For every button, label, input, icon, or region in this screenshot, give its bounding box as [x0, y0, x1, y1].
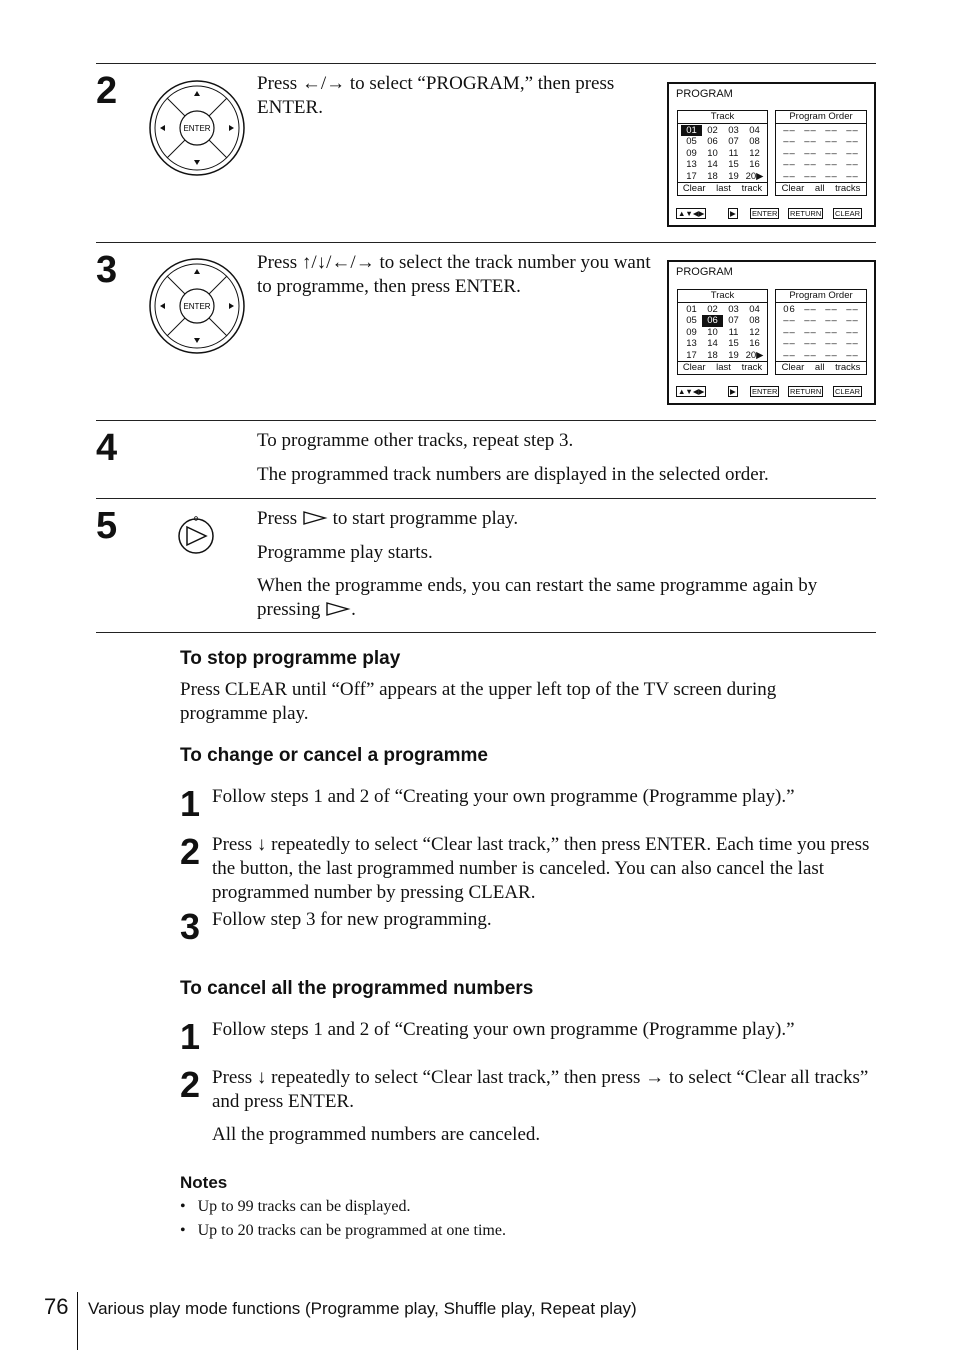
step-5-press: Press	[257, 508, 298, 529]
clear-last-track-option[interactable]: Clear last track	[678, 361, 767, 374]
grid-cell: ––	[783, 159, 796, 171]
grid-cell: ––	[825, 125, 838, 136]
change-step-2: Press ↓ repeatedly to select “Clear last track,” then press ENTER. Each time you press the button, the last programmed number is canceled. You can also cancel the last programmed number by pressing CLEAR.	[212, 834, 870, 903]
play-symbol-icon	[302, 510, 328, 526]
grid-cell[interactable]: 12	[749, 147, 760, 159]
grid-cell[interactable]: 11	[728, 326, 739, 338]
grid-cell: ––	[846, 349, 859, 361]
step-4-line-2: The programmed track numbers are displayed in the selected order.	[257, 464, 769, 485]
step-3-instruction: Press ↑/↓/←/→ to select the track number you want to programme, then press ENTER.	[257, 252, 651, 297]
rule-end-steps	[96, 632, 876, 633]
substep-number: 1	[180, 783, 201, 824]
substep-number: 3	[180, 906, 201, 947]
grid-cell: ––	[804, 159, 817, 171]
footer-divider	[77, 1292, 78, 1350]
arrow-keys-icon: ▲▼◀▶	[678, 387, 705, 396]
page-number: 76	[44, 1294, 69, 1319]
grid-cell: ––	[846, 170, 859, 182]
grid-cell: ––	[783, 147, 796, 159]
order-grid	[779, 125, 863, 182]
arrow-keys-icon: ▲▼◀▶	[678, 209, 705, 218]
footer-section-title: Various play mode functions (Programme play, Shuffle play, Repeat play)	[88, 1299, 637, 1318]
grid-cell[interactable]: 10	[707, 147, 718, 159]
grid-cell: ––	[804, 170, 817, 182]
cancel-step-2: Press ↓ repeatedly to select “Clear last track,” then press → to select “Clear all tracks” and press ENTER.	[212, 1067, 869, 1112]
grid-cell[interactable]: 18	[707, 170, 718, 182]
grid-cell[interactable]: 13	[686, 159, 697, 171]
grid-cell: ––	[804, 136, 817, 148]
step-number: 2	[96, 70, 118, 112]
grid-cell: ––	[804, 125, 817, 136]
grid-cell: ––	[783, 136, 796, 148]
change-heading: To change or cancel a programme	[180, 745, 488, 766]
step-5-restart: When the programme ends, you can restart the same programme again by pressing	[257, 575, 818, 620]
grid-cell: ––	[804, 349, 817, 361]
change-step-1: Follow steps 1 and 2 of “Creating your own programme (Programme play).”	[212, 786, 795, 807]
clear-key[interactable]: CLEAR	[835, 387, 861, 396]
play-key-icon: ▶	[730, 387, 736, 396]
grid-cell: ––	[846, 136, 859, 148]
grid-cell[interactable]: 14	[707, 338, 718, 350]
grid-cell: ––	[846, 326, 859, 338]
order-panel	[775, 110, 867, 196]
grid-cell: ––	[846, 338, 859, 350]
osd-button-row	[676, 208, 868, 219]
grid-cell[interactable]: 13	[686, 338, 697, 350]
substep-number: 1	[180, 1016, 201, 1057]
step-5-line-3: When the programme ends, you can restart the same programme again by pressing .	[257, 575, 818, 620]
grid-cell: ––	[825, 304, 838, 315]
grid-cell: ––	[804, 338, 817, 350]
substep-number: 2	[180, 1064, 201, 1105]
track-grid[interactable]	[681, 304, 765, 361]
enter-key[interactable]: ENTER	[752, 209, 778, 218]
track-panel	[677, 110, 768, 196]
enter-label: ENTER	[183, 124, 211, 133]
enter-key[interactable]: ENTER	[752, 387, 778, 396]
grid-cell[interactable]: 03	[728, 304, 739, 315]
grid-cell[interactable]: 01	[681, 125, 702, 136]
order-grid	[779, 304, 863, 361]
grid-cell: ––	[825, 170, 838, 182]
return-key[interactable]: RETURN	[790, 209, 822, 218]
grid-cell[interactable]: 01	[686, 304, 697, 315]
order-header: Program Order	[776, 111, 866, 124]
order-panel	[775, 289, 867, 375]
grid-cell: ––	[825, 338, 838, 350]
grid-cell[interactable]: 10	[707, 326, 718, 338]
clear-key[interactable]: CLEAR	[835, 209, 861, 218]
remote-dpad-icon	[148, 257, 246, 355]
top-rule	[96, 63, 876, 64]
grid-cell[interactable]: 07	[728, 315, 739, 327]
grid-cell[interactable]: 04	[749, 304, 760, 315]
grid-cell: ––	[846, 125, 859, 136]
grid-cell[interactable]: 15	[728, 159, 739, 171]
note-text: Up to 20 tracks can be programmed at one time.	[197, 1222, 506, 1239]
grid-cell[interactable]: 05	[686, 136, 697, 148]
play-symbol-icon	[325, 601, 351, 617]
grid-cell: ––	[804, 326, 817, 338]
osd-title: PROGRAM	[676, 266, 733, 278]
grid-cell[interactable]: 03	[728, 125, 739, 136]
rule-step4	[96, 420, 876, 421]
play-button-icon	[175, 516, 217, 554]
grid-cell: ––	[783, 326, 796, 338]
grid-cell: ––	[783, 315, 796, 327]
grid-cell: ––	[825, 326, 838, 338]
osd-program-screen-2	[667, 260, 876, 405]
osd-program-screen-1	[667, 82, 876, 227]
track-header: Track	[678, 290, 767, 303]
step-2-instruction: Press ←/→ to select “PROGRAM,” then press ENTER.	[257, 73, 615, 118]
grid-cell[interactable]: 16	[749, 338, 760, 350]
return-key[interactable]: RETURN	[790, 387, 822, 396]
stop-body: Press CLEAR until “Off” appears at the upper left top of the TV screen during programme play.	[180, 679, 777, 724]
grid-cell[interactable]: 16	[749, 159, 760, 171]
grid-cell: ––	[846, 315, 859, 327]
grid-cell[interactable]: 17	[686, 170, 697, 182]
grid-cell[interactable]: 19	[728, 170, 739, 182]
step-5-start: to start programme play.	[332, 508, 519, 529]
step-number: 5	[96, 505, 118, 547]
grid-cell[interactable]: 05	[686, 315, 697, 327]
grid-cell: ––	[825, 349, 838, 361]
cancel-all-heading: To cancel all the programmed numbers	[180, 978, 534, 999]
grid-cell: ––	[783, 338, 796, 350]
track-panel	[677, 289, 768, 375]
grid-cell[interactable]: 17	[686, 349, 697, 361]
grid-cell[interactable]: 08	[749, 315, 760, 327]
grid-cell[interactable]: 20▶	[745, 170, 764, 182]
grid-cell[interactable]: 02	[707, 304, 718, 315]
clear-all-tracks-option[interactable]: Clear all tracks	[776, 361, 866, 374]
step-5-line-2: Programme play starts.	[257, 542, 433, 563]
step-5-line-1	[257, 507, 857, 531]
grid-cell: ––	[804, 147, 817, 159]
osd-button-row	[676, 386, 868, 397]
grid-cell[interactable]: 12	[749, 326, 760, 338]
grid-cell[interactable]: 06	[702, 315, 723, 326]
grid-cell[interactable]: 11	[728, 147, 739, 159]
grid-cell: ––	[804, 315, 817, 327]
track-grid[interactable]	[681, 125, 765, 182]
clear-all-tracks-option[interactable]: Clear all tracks	[776, 182, 866, 195]
grid-cell[interactable]: 14	[707, 159, 718, 171]
note-item: • Up to 99 tracks can be displayed.	[180, 1198, 411, 1215]
grid-cell[interactable]: 04	[749, 125, 760, 136]
play-key-icon: ▶	[730, 209, 736, 218]
grid-cell[interactable]: 19	[728, 349, 739, 361]
grid-cell[interactable]: 09	[686, 147, 697, 159]
grid-cell[interactable]: 06	[707, 136, 718, 148]
grid-cell[interactable]: 02	[707, 125, 718, 136]
step-number: 3	[96, 249, 118, 291]
rule-step5	[96, 498, 876, 499]
grid-cell[interactable]: 07	[728, 136, 739, 148]
note-item: • Up to 20 tracks can be programmed at one time.	[180, 1222, 506, 1239]
enter-label: ENTER	[183, 302, 211, 311]
step-4-line-1: To programme other tracks, repeat step 3.	[257, 430, 574, 451]
grid-cell: ––	[804, 304, 817, 315]
stop-heading: To stop programme play	[180, 648, 401, 669]
grid-cell: 06	[783, 304, 796, 315]
change-step-3: Follow step 3 for new programming.	[212, 909, 492, 930]
order-header: Program Order	[776, 290, 866, 303]
grid-cell: ––	[825, 147, 838, 159]
step-number: 4	[96, 427, 118, 469]
clear-last-track-option[interactable]: Clear last track	[678, 182, 767, 195]
substep-number: 2	[180, 831, 201, 872]
grid-cell[interactable]: 15	[728, 338, 739, 350]
grid-cell[interactable]: 09	[686, 326, 697, 338]
grid-cell: ––	[783, 170, 796, 182]
grid-cell[interactable]: 20▶	[745, 349, 764, 361]
notes-heading: Notes	[180, 1173, 228, 1192]
cancel-result: All the programmed numbers are canceled.	[212, 1124, 541, 1145]
osd-title: PROGRAM	[676, 88, 733, 100]
grid-cell: ––	[783, 125, 796, 136]
track-header: Track	[678, 111, 767, 124]
grid-cell[interactable]: 08	[749, 136, 760, 148]
remote-dpad-icon	[148, 79, 246, 177]
rule-step3	[96, 242, 876, 243]
grid-cell: ––	[825, 159, 838, 171]
cancel-step-1: Follow steps 1 and 2 of “Creating your own programme (Programme play).”	[212, 1019, 795, 1040]
grid-cell: ––	[846, 304, 859, 315]
grid-cell: ––	[825, 136, 838, 148]
note-text: Up to 99 tracks can be displayed.	[197, 1198, 411, 1215]
grid-cell: ––	[846, 159, 859, 171]
grid-cell: ––	[783, 349, 796, 361]
grid-cell[interactable]: 18	[707, 349, 718, 361]
grid-cell: ––	[846, 147, 859, 159]
grid-cell: ––	[825, 315, 838, 327]
